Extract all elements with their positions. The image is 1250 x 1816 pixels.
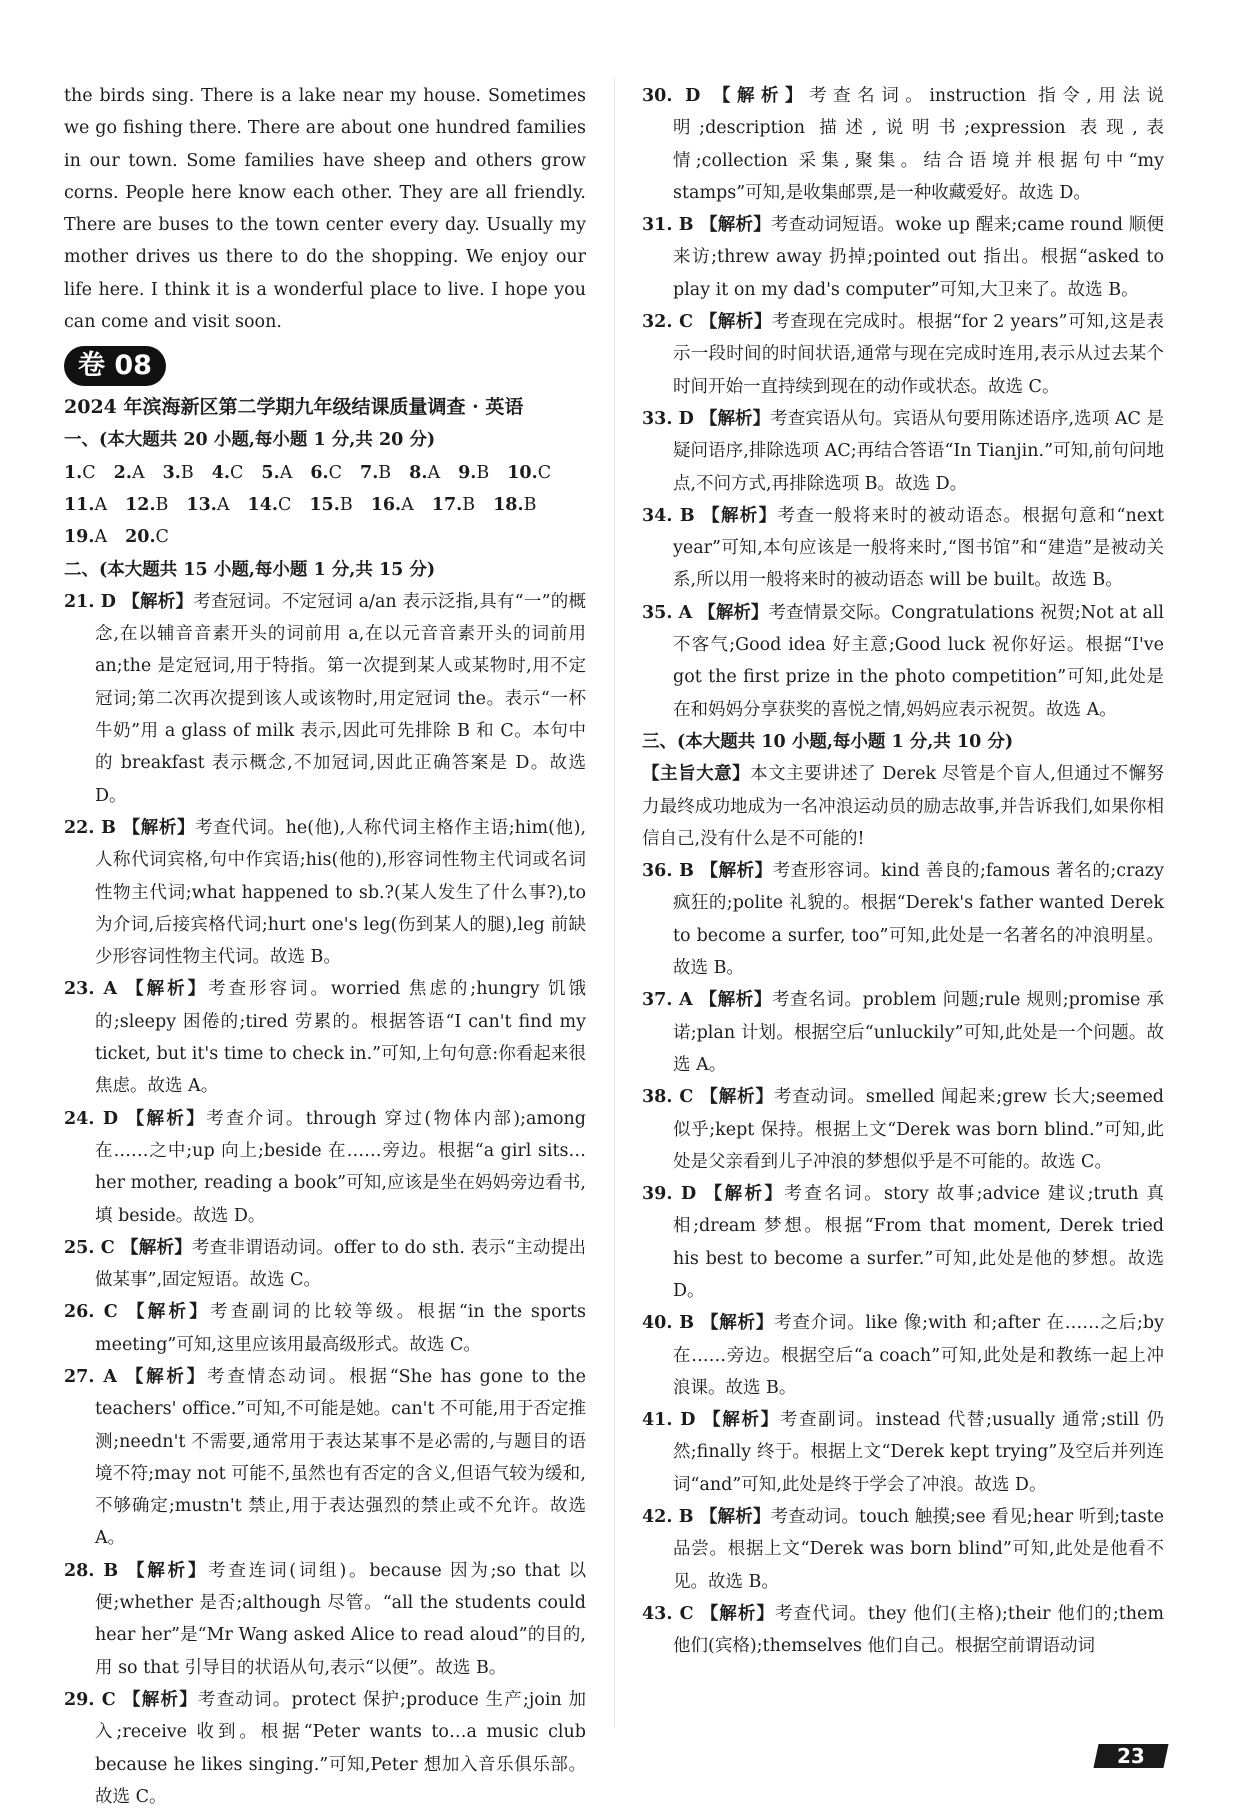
answer-item: 13.A	[186, 494, 230, 515]
analysis-tag: 【解析】	[700, 1603, 775, 1624]
item-number: 30. D	[642, 86, 713, 106]
analysis-tag: 【解析】	[699, 1507, 771, 1528]
answer-item: 18.B	[493, 494, 537, 515]
answer-item: 4.C	[211, 462, 244, 483]
answer-item: 16.A	[370, 494, 414, 515]
item-number: 23. A	[64, 979, 127, 1000]
answer-item: 20.C	[125, 527, 169, 548]
item-text: 考查形容词。kind 善良的;famous 著名的;crazy 疯狂的;polite 礼貌的。根据“Derek's father wanted Derek to become a surfer, too”可知,此处是一名著名的冲浪明星。故选 B。	[673, 861, 1165, 979]
explanation-item	[64, 812, 586, 973]
section3-heading: 三、(本大题共 10 小题,每小题 1 分,共 10 分)	[642, 731, 1014, 752]
answer-item: 3.B	[162, 462, 194, 483]
section3-items	[642, 855, 1164, 1662]
explanation-item	[642, 403, 1164, 500]
analysis-tag: 【解析】	[700, 861, 773, 882]
answer-item: 9.B	[458, 462, 490, 483]
item-number: 33. D	[642, 408, 700, 429]
explanation-item	[642, 597, 1164, 726]
explanation-item	[642, 984, 1164, 1081]
item-number: 41. D	[642, 1410, 704, 1431]
item-number: 40. B	[642, 1313, 701, 1334]
item-text: 考查名词。instruction 指令,用法说明;description 描述,说明书;expression 表现,表情;collection 采集,聚集。结合语境并根据句中“my stamps”可知,是收集邮票,是一种收藏爱好。故选 D。	[673, 86, 1164, 203]
analysis-tag: 【解析】	[123, 1689, 198, 1710]
explanation-item	[64, 1684, 586, 1813]
item-number: 24. D	[64, 1108, 127, 1129]
item-text: 考查代词。he(他),人称代词主格作主语;him(他),人称代词宾格,句中作宾语;his(他的),形容词性物主代词或名词性物主代词;what happened to sb.?(某人发生了什么事?),to 为介词,后接宾格代词;hurt one's leg(伤到某人的腿),leg 前缺少形容词性物主代词。故选 B。	[95, 817, 587, 968]
page-number-text: 23	[1117, 1744, 1145, 1768]
answer-item: 8.A	[409, 462, 441, 483]
page-number	[1093, 1744, 1168, 1768]
answer-item: 11.A	[64, 494, 108, 515]
answer-item: 6.C	[310, 462, 343, 483]
analysis-tag: 【解析】	[698, 602, 769, 623]
explanation-item	[64, 1103, 586, 1232]
analysis-tag: 【解析】	[699, 408, 771, 429]
item-number: 31. B	[642, 215, 700, 236]
answer-item: 17.B	[431, 494, 476, 515]
item-text: 考查动词。smelled 闻起来;grew 长大;seemed 似乎;kept 保持。根据上文“Derek was born blind.”可知,此处是父亲看到儿子冲浪的梦想似乎是不可能的。故选 C。	[673, 1087, 1165, 1172]
item-number: 38. C	[642, 1087, 701, 1108]
paper-title: 2024 年滨海新区第二学期九年级结课质量调查 · 英语	[64, 396, 524, 419]
analysis-tag: 【解析】	[122, 817, 196, 838]
summary	[642, 758, 1164, 855]
analysis-tag: 【解析】	[126, 1108, 207, 1129]
item-text: 考查名词。story 故事;advice 建议;truth 真相;dream 梦想。根据“From that moment, Derek tried his best to become a surfer.”可知,此处是他的梦想。故选 D。	[673, 1184, 1165, 1301]
summary-text: 本文主要讲述了 Derek 尽管是个盲人,但通过不懈努力最终成功地成为一名冲浪运动员的励志故事,并告诉我们,如果你相信自己,没有什么是不可能的!	[642, 764, 1165, 849]
column-divider	[614, 78, 615, 1728]
item-text: 考查名词。problem 问题;rule 规则;promise 承诺;plan 计划。根据空后“unluckily”可知,此处是一个问题。故选 A。	[673, 990, 1165, 1075]
section1-heading: 一、(本大题共 20 小题,每小题 1 分,共 20 分)	[64, 430, 436, 451]
explanation-item	[64, 1296, 586, 1361]
item-text: 考查非谓语动词。offer to do sth. 表示“主动提出做某事”,固定短语。故选 C。	[95, 1237, 587, 1291]
item-text: 考查动词。touch 触摸;see 看见;hear 听到;taste 品尝。根据上文“Derek was born blind”可知,此处是他看不见。故选 B。	[673, 1507, 1164, 1592]
item-text: 考查一般将来时的被动语态。根据句意和“next year”可知,本句应该是一般将来时,“图书馆”和“建造”是被动关系,所以用一般将来时的被动语态 will be built。故选 B。	[673, 505, 1165, 591]
item-number: 34. B	[642, 505, 703, 526]
item-text: 考查副词。instead 代替;usually 通常;still 仍然;finally 终于。根据上文“Derek kept trying”及空后并列连词“and”可知,此处是终于学会了冲浪。故选 D。	[673, 1410, 1164, 1495]
analysis-tag: 【解析】	[699, 990, 772, 1011]
answer-item: 15.B	[309, 494, 353, 515]
answer-row	[64, 521, 586, 553]
explanation-item	[64, 1232, 586, 1297]
item-number: 35. A	[642, 602, 699, 623]
item-text: 考查宾语从句。宾语从句要用陈述语序,选项 AC 是疑问语序,排除选项 AC;再结合答语“In Tianjin.”可知,前句问地点,不问方式,再排除选项 B。故选 D。	[673, 408, 1165, 494]
item-number: 27. A	[64, 1366, 126, 1387]
item-text: 考查连词(词组)。because 因为;so that 以便;whether 是否;although 尽管。“all the students could hear her”是“Mr Wang asked Alice to read aloud”的目的,用 so that 引导目的状语从句,表示“以便”。故选 B。	[95, 1560, 587, 1678]
item-text: 考查情态动词。根据“She has gone to the teachers' office.”可知,不可能是她。can't 不可能,用于否定推测;needn't 不需要,通常用于表达某事不是必需的,与题目的语境不符;may not 可能不,虽然也有否定的含义,但语气较为缓和,不够确定;mustn't 禁止,用于表达强烈的禁止或不允许。故选 A。	[95, 1366, 586, 1549]
answer-item: 7.B	[360, 462, 392, 483]
item-text: 考查情景交际。Congratulations 祝贺;Not at all 不客气;Good idea 好主意;Good luck 祝你好运。根据“I've got the first prize in the photo competition”可知,此处是在和妈妈分享获奖的喜悦之情,妈妈应表示祝贺。故选 A。	[673, 602, 1164, 720]
item-number: 39. D	[642, 1184, 705, 1205]
item-text: 考查介词。like 像;with 和;after 在……之后;by 在……旁边。根据空后“a coach”可知,此处是和教练一起上冲浪课。故选 B。	[673, 1313, 1165, 1398]
answer-row	[64, 457, 586, 489]
left-column	[64, 80, 586, 1813]
analysis-tag: 【解析】	[699, 215, 771, 236]
answer-item: 5.A	[261, 462, 293, 483]
item-text: 考查副词的比较等级。根据“in the sports meeting”可知,这里应该用最高级形式。故选 C。	[95, 1302, 587, 1355]
explanation-item	[64, 1361, 586, 1555]
analysis-tag: 【解析】	[712, 86, 810, 106]
item-number: 37. A	[642, 990, 700, 1011]
item-number: 43. C	[642, 1603, 701, 1624]
item-number: 29. C	[64, 1689, 124, 1710]
explanation-item	[642, 1307, 1164, 1404]
explanation-item	[64, 973, 586, 1102]
item-number: 36. B	[642, 861, 701, 882]
explanation-item	[642, 500, 1164, 597]
analysis-tag: 【解析】	[704, 1184, 785, 1205]
item-number: 28. B	[64, 1560, 127, 1581]
right-column	[642, 80, 1164, 1663]
item-text: 考查介词。through 穿过(物体内部);among 在……之中;up 向上;beside 在……旁边。根据“a girl sits…her mother, reading a book”可知,应该是坐在妈妈旁边看书,填 beside。故选 D。	[95, 1108, 587, 1226]
item-text: 考查冠词。不定冠词 a/an 表示泛指,具有“一”的概念,在以辅音音素开头的词前用 a,在以元音音素开头的词前用 an;the 是定冠词,用于特指。第一次提到某人或某物时,用不定冠词;第二次再次提到该人或该物时,用定冠词 the。表示“一杯牛奶”用 a glass of milk 表示,因此可先排除 B 和 C。本句中的 breakfast 表示概念,不加冠词,因此正确答案是 D。故选 D。	[95, 591, 586, 806]
explanation-item	[642, 1598, 1164, 1663]
analysis-tag: 【解析】	[127, 1302, 210, 1323]
essay-text: the birds sing. There is a lake near my house. Sometimes we go fishing there. There are about one hundred families in our town. Some families have sheep and others grow corns. People here know each other. They are all friendly. There are buses to the town center every day. Usually my mother drives us there to do the shopping. We enjoy our life here. I think it is a wonderful place to live. I hope you can come and visit soon.	[64, 86, 586, 333]
analysis-tag: 【解析】	[122, 591, 194, 612]
item-number: 22. B	[64, 817, 123, 838]
explanation-item	[64, 586, 586, 812]
answer-key	[64, 457, 586, 554]
section2-items-right	[642, 80, 1164, 726]
analysis-tag: 【解析】	[699, 312, 773, 333]
explanation-item	[642, 1081, 1164, 1178]
analysis-tag: 【解析】	[703, 1410, 780, 1431]
explanation-item	[642, 306, 1164, 403]
explanation-item	[642, 1404, 1164, 1501]
analysis-tag: 【解析】	[125, 1366, 208, 1387]
item-text: 考查动词。protect 保护;produce 生产;join 加入;receive 收到。根据“Peter wants to…a music club because he likes singing.”可知,Peter 想加入音乐俱乐部。故选 C。	[95, 1689, 586, 1807]
explanation-item	[642, 80, 1164, 209]
item-number: 42. B	[642, 1507, 700, 1528]
analysis-tag: 【解析】	[126, 979, 209, 1000]
answer-item: 2.A	[113, 462, 145, 483]
item-text: 考查现在完成时。根据“for 2 years”可知,这是表示一段时间的时间状语,通常与现在完成时连用,表示从过去某个时间开始一直持续到现在的动作或状态。故选 C。	[673, 312, 1165, 397]
answer-item: 1.C	[64, 462, 96, 483]
analysis-tag: 【解析】	[700, 1087, 774, 1108]
explanation-item	[642, 1501, 1164, 1598]
item-text: 考查代词。they 他们(主格);their 他们的;them 他们(宾格);themselves 他们自己。根据空前谓语动词	[673, 1603, 1165, 1657]
answer-item: 12.B	[125, 494, 169, 515]
explanation-item	[64, 1555, 586, 1684]
analysis-tag: 【解析】	[121, 1237, 192, 1258]
item-text: 考查动词短语。woke up 醒来;came round 顺便来访;threw away 扔掉;pointed out 指出。根据“asked to play it on my dad's computer”可知,大卫来了。故选 B。	[673, 215, 1164, 300]
item-number: 21. D	[64, 591, 123, 612]
explanation-item	[642, 209, 1164, 306]
section2-items-left	[64, 586, 586, 1813]
analysis-tag: 【解析】	[702, 505, 778, 526]
explanation-item	[642, 855, 1164, 984]
answer-item: 14.C	[247, 494, 292, 515]
summary-label: 【主旨大意】	[642, 764, 751, 785]
item-number: 25. C	[64, 1237, 122, 1258]
item-number: 32. C	[642, 312, 700, 333]
explanation-item	[642, 1178, 1164, 1307]
paper-badge: 卷 08	[64, 346, 166, 386]
item-number: 26. C	[64, 1302, 128, 1323]
analysis-tag: 【解析】	[127, 1560, 209, 1581]
item-text: 考查形容词。worried 焦虑的;hungry 饥饿的;sleepy 困倦的;tired 劳累的。根据答语“I can't find my ticket, but it's time to check in.”可知,上句句意:你看起来很焦虑。故选 A。	[95, 979, 586, 1097]
analysis-tag: 【解析】	[700, 1313, 775, 1334]
answer-row	[64, 489, 586, 521]
answer-item: 10.C	[507, 462, 552, 483]
section2-heading: 二、(本大题共 15 小题,每小题 1 分,共 15 分)	[64, 559, 436, 580]
answer-item: 19.A	[64, 527, 108, 548]
